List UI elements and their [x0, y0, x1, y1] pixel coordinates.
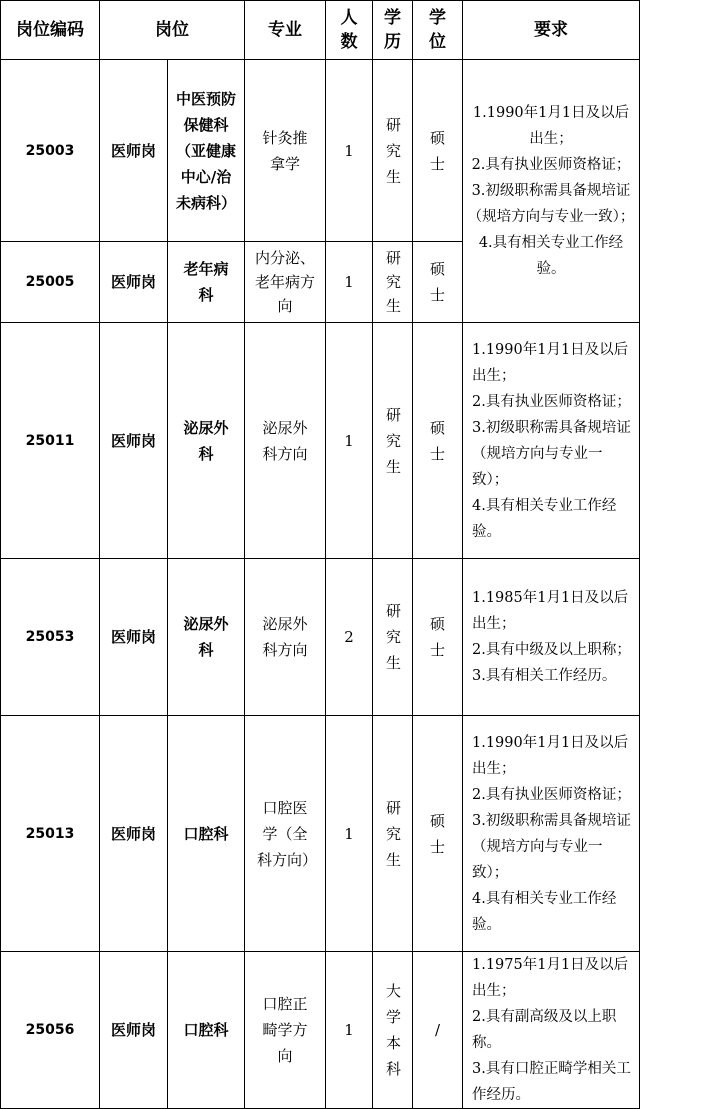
requirement-item: 1.1990年1月1日及以后出生；: [472, 734, 629, 777]
requirements-cell: [463, 323, 640, 559]
requirement-item: 1.1990年1月1日及以后出生；: [472, 341, 629, 384]
requirement-item: 4.具有相关专业工作经验。: [472, 890, 617, 933]
header-degree: 学位: [413, 1, 463, 60]
major: 内分泌、老年病方向: [245, 242, 326, 323]
table-row: [1, 952, 640, 1109]
requirement-item: 1.1990年1月1日及以后出生；: [472, 105, 630, 147]
requirements-cell: [463, 716, 640, 952]
table-row: [1, 323, 640, 559]
department: 泌尿外科: [168, 323, 245, 559]
header-requirements: 要求: [463, 1, 640, 60]
table-row: [1, 716, 640, 952]
degree: 硕士: [413, 559, 463, 716]
education: 大学本科: [373, 952, 413, 1109]
requirement-item: 1.1985年1月1日及以后出生；: [472, 590, 629, 632]
requirement-item: 4.具有相关专业工作经验。: [478, 235, 624, 277]
position-code: 25011: [1, 323, 100, 559]
degree: 硕士: [413, 60, 463, 242]
requirement-item: 3.具有相关工作经历。: [472, 668, 617, 684]
headcount: 1: [326, 242, 373, 323]
requirement-item: 2.具有执业医师资格证；: [472, 393, 631, 410]
education: 研究生: [373, 242, 413, 323]
requirements-cell: [463, 60, 640, 323]
headcount: 1: [326, 952, 373, 1109]
department: 中医预防保健科（亚健康中心/治未病科）: [168, 60, 245, 242]
requirements-cell: [463, 559, 640, 716]
degree: /: [413, 952, 463, 1109]
position-code: 25003: [1, 60, 100, 242]
department: 老年病科: [168, 242, 245, 323]
degree: 硕士: [413, 716, 463, 952]
header-post: 岗位: [100, 1, 245, 60]
requirement-item: 2.具有执业医师资格证；: [471, 157, 631, 173]
major: 口腔正畸学方向: [245, 952, 326, 1109]
requirement-item: 2.具有执业医师资格证；: [472, 786, 631, 803]
post-type: 医师岗: [100, 323, 168, 559]
major: 泌尿外科方向: [245, 323, 326, 559]
requirement-item: 3.初级职称需具备规培证（规培方向与专业一致）；: [472, 419, 631, 488]
header-count: 人数: [326, 1, 373, 60]
department: 口腔科: [168, 952, 245, 1109]
position-code: 25013: [1, 716, 100, 952]
table-row: [1, 559, 640, 716]
table-row: [1, 60, 640, 242]
header-code: 岗位编码: [1, 1, 100, 60]
position-code: 25056: [1, 952, 100, 1109]
header-row: [1, 1, 640, 60]
headcount: 2: [326, 559, 373, 716]
post-type: 医师岗: [100, 60, 168, 242]
requirement-item: 3.初级职称需具备规培证（规培方向与专业一致）；: [467, 183, 635, 225]
requirement-item: 3.具有口腔正畸学相关工作经历。: [472, 1061, 631, 1103]
post-type: 医师岗: [100, 242, 168, 323]
position-code: 25005: [1, 242, 100, 323]
post-type: 医师岗: [100, 952, 168, 1109]
requirement-item: 2.具有副高级及以上职称。: [472, 1009, 617, 1051]
major: 泌尿外科方向: [245, 559, 326, 716]
requirement-item: 4.具有相关专业工作经验。: [472, 497, 617, 540]
requirement-item: 1.1975年1月1日及以后出生；: [472, 957, 629, 999]
department: 口腔科: [168, 716, 245, 952]
position-code: 25053: [1, 559, 100, 716]
major: 口腔医学（全科方向）: [245, 716, 326, 952]
post-type: 医师岗: [100, 559, 168, 716]
degree: 硕士: [413, 323, 463, 559]
requirements-cell: [463, 952, 640, 1109]
header-major: 专业: [245, 1, 326, 60]
education: 研究生: [373, 60, 413, 242]
education: 研究生: [373, 716, 413, 952]
requirement-item: 3.初级职称需具备规培证（规培方向与专业一致）；: [472, 812, 631, 881]
department: 泌尿外科: [168, 559, 245, 716]
degree: 硕士: [413, 242, 463, 323]
major: 针灸推拿学: [245, 60, 326, 242]
header-education: 学历: [373, 1, 413, 60]
education: 研究生: [373, 323, 413, 559]
requirement-item: 2.具有中级及以上职称；: [472, 642, 631, 658]
headcount: 1: [326, 323, 373, 559]
post-type: 医师岗: [100, 716, 168, 952]
education: 研究生: [373, 559, 413, 716]
headcount: 1: [326, 60, 373, 242]
headcount: 1: [326, 716, 373, 952]
